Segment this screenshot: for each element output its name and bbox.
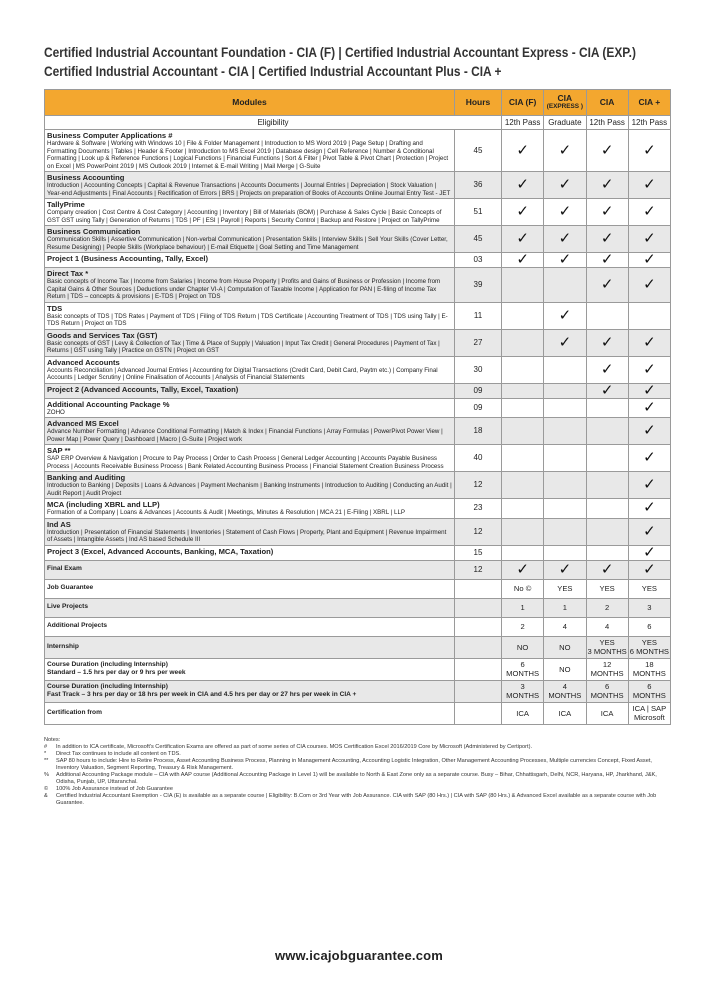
- check-icon: ✓: [643, 275, 656, 293]
- availability-cia-f: [502, 472, 544, 499]
- availability-cia: [586, 356, 628, 383]
- module-name: Ind AS: [47, 519, 71, 529]
- availability-cia: [586, 253, 628, 268]
- module-row: [45, 130, 671, 172]
- availability-cia-f: [502, 302, 544, 329]
- check-icon: ✓: [558, 203, 572, 220]
- availability-cia-express: [544, 130, 586, 172]
- module-name: TDS: [47, 303, 63, 313]
- availability-cia-f: [502, 253, 544, 268]
- summary-cia-express: NO: [544, 658, 586, 680]
- check-icon: ✓: [558, 176, 572, 193]
- check-icon: ✓: [516, 251, 529, 268]
- module-cell: [45, 199, 455, 226]
- header-hours: Hours: [455, 90, 502, 116]
- summary-row: [45, 636, 671, 658]
- availability-cia-express: [544, 329, 586, 356]
- summary-cia: 12 MONTHS: [586, 658, 628, 680]
- summary-sublabel: Standard – 1.5 hrs per day or 9 hrs per week: [47, 669, 186, 676]
- header-cia-plus: CIA +: [628, 90, 670, 116]
- eligibility-row: [45, 116, 671, 130]
- note-symbol: ©: [44, 785, 49, 792]
- module-cell: [45, 130, 455, 172]
- module-topics: Basic concepts of Income Tax | Income from Salaries | Income from House Property | Profits and Gains of Business or Profession | Income from Capital Gains & Other Sources | Deductions under Chapter VI-A | Computation of Taxable Income | Application for PAN | E-filing of Income Tax Return | TDS – concepts & provisions | E-TDS | Project on TDS: [47, 278, 441, 300]
- module-hours: 45: [455, 226, 502, 253]
- module-cell: [45, 253, 455, 268]
- availability-cia-express: [544, 226, 586, 253]
- note-item: [44, 786, 674, 793]
- module-hours: 36: [455, 172, 502, 199]
- module-hours: 51: [455, 199, 502, 226]
- module-topics: SAP ERP Overview & Navigation | Procure to Pay Process | Order to Cash Process | General Ledger Accounting | Accounts Payable Business Process | Accounts Receivable Business Process | Bank Related Accounting Business Process | Financial Statement Creation Business Process: [47, 455, 444, 470]
- availability-cia-express: [544, 418, 586, 445]
- module-name: SAP **: [47, 446, 71, 455]
- availability-cia: [586, 172, 628, 199]
- summary-cia-f: ✓: [502, 560, 544, 579]
- summary-cia-f: 3 MONTHS: [502, 680, 544, 702]
- summary-label-cell: [45, 579, 455, 598]
- module-row: [45, 226, 671, 253]
- availability-cia-f: [502, 356, 544, 383]
- check-icon: ✓: [643, 360, 656, 378]
- module-hours: 15: [455, 545, 502, 560]
- module-name: Business Computer Applications #: [47, 131, 173, 140]
- availability-cia-plus: [628, 226, 670, 253]
- check-icon: ✓: [516, 141, 529, 159]
- summary-label-cell: [45, 560, 455, 579]
- check-icon: ✓: [643, 398, 656, 416]
- module-topics: Introduction to Banking | Deposits | Loans & Advances | Payment Mechanism | Banking Instruments | Introduction to Auditing | Conducting an Audit | Audit Report | Audit Project: [47, 482, 452, 497]
- module-hours: 45: [455, 130, 502, 172]
- table-header-row: [45, 90, 671, 116]
- summary-cia-plus: ✓: [628, 560, 670, 579]
- availability-cia-f: [502, 545, 544, 560]
- check-icon: ✓: [643, 176, 656, 193]
- availability-cia-express: [544, 172, 586, 199]
- title-line-1: Certified Industrial Accountant Foundation - CIA (F) | Certified Industrial Accountant Express - CIA (EXP.): [44, 45, 636, 61]
- module-cell: [45, 418, 455, 445]
- summary-label: Additional Projects: [47, 622, 108, 630]
- module-row: [45, 356, 671, 383]
- module-hours: 30: [455, 356, 502, 383]
- summary-hours: [455, 617, 502, 636]
- availability-cia-plus: [628, 418, 670, 445]
- notes: [44, 737, 674, 807]
- check-icon: ✓: [600, 333, 614, 351]
- check-icon: ✓: [643, 449, 656, 466]
- note-text: 100% Job Assurance instead of Job Guarantee: [56, 785, 173, 792]
- summary-hours: 12: [455, 560, 502, 579]
- summary-cia: ICA: [586, 702, 628, 724]
- module-topics: ZOHO: [47, 408, 65, 416]
- module-cell: [45, 445, 455, 472]
- check-icon: ✓: [558, 251, 572, 268]
- summary-row: [45, 560, 671, 579]
- check-icon: ✓: [643, 476, 656, 493]
- summary-label: Course Duration (including Internship): [47, 682, 168, 690]
- note-symbol: &: [44, 792, 48, 799]
- availability-cia-plus: [628, 253, 670, 268]
- note-item: [44, 744, 674, 751]
- module-hours: 11: [455, 302, 502, 329]
- header-cia-express: [544, 90, 586, 116]
- module-row: [45, 398, 671, 418]
- summary-cia-f: ICA: [502, 702, 544, 724]
- module-cell: [45, 545, 455, 560]
- website-url[interactable]: www.icajobguarantee.com: [274, 948, 444, 963]
- check-icon: ✓: [558, 333, 572, 351]
- summary-label: Live Projects: [47, 603, 89, 611]
- module-hours: 39: [455, 268, 502, 303]
- summary-cia-express: ICA: [544, 702, 586, 724]
- module-topics: Company creation | Cost Centre & Cost Category | Accounting | Inventory | Bill of Materials (BOM) | Purchase & Sales Cycle | Basic Concepts of GST GST using Tally | Generation of Returns | TDS | PF | ESI | Payroll | Reports | Security Control | Backup and Restore | Project on TallyPrime: [47, 209, 442, 224]
- module-name: MCA (including XBRL and LLP): [47, 500, 160, 509]
- check-icon: ✓: [643, 230, 656, 247]
- summary-cia: YES 3 MONTHS: [587, 638, 627, 656]
- header-modules: Modules: [45, 90, 455, 116]
- summary-cia: 4: [586, 617, 628, 636]
- check-icon: ✓: [600, 360, 614, 378]
- summary-cia-express: 4 MONTHS: [544, 680, 586, 702]
- availability-cia-express: [544, 199, 586, 226]
- module-hours: 23: [455, 499, 502, 519]
- header-cia-express-label: CIA: [557, 93, 573, 104]
- summary-cia: ✓: [586, 560, 628, 579]
- module-row: [45, 518, 671, 545]
- module-name: TallyPrime: [47, 200, 85, 209]
- availability-cia-plus: [628, 518, 670, 545]
- summary-row: [45, 598, 671, 617]
- check-icon: ✓: [558, 230, 572, 247]
- availability-cia: [586, 499, 628, 519]
- check-icon: ✓: [600, 381, 614, 399]
- availability-cia: [586, 199, 628, 226]
- module-cell: [45, 472, 455, 499]
- note-symbol: #: [44, 743, 48, 750]
- header-cia-f: CIA (F): [502, 90, 544, 116]
- summary-cia-f: NO: [502, 636, 544, 658]
- module-cell: [45, 499, 455, 519]
- summary-cia-plus: 18 MONTHS: [628, 658, 670, 680]
- summary-label: Course Duration (including Internship): [47, 660, 168, 668]
- title-line-2: Certified Industrial Accountant - CIA | Certified Industrial Accountant Plus - CIA +: [44, 64, 502, 80]
- module-hours: 12: [455, 472, 502, 499]
- availability-cia-express: [544, 518, 586, 545]
- note-symbol: **: [44, 757, 49, 764]
- summary-hours: [455, 598, 502, 617]
- module-cell: [45, 172, 455, 199]
- module-topics: Communication Skills | Assertive Communication | Non-verbal Communication | Presentation Skills | Interview Skills | Sell Your Skills (Cover Letter, Resume Designing) | People Skills (Workplace behaviour) | E-mail Etiquette | Goal Setting and Time Management: [47, 236, 448, 251]
- availability-cia: [586, 418, 628, 445]
- availability-cia-plus: [628, 199, 670, 226]
- availability-cia-f: [502, 268, 544, 303]
- module-row: [45, 383, 671, 398]
- note-symbol: %: [44, 771, 49, 778]
- note-item: [44, 751, 674, 758]
- module-hours: 09: [455, 383, 502, 398]
- availability-cia-f: [502, 199, 544, 226]
- module-topics: Hardware & Software | Working with Windows 10 | File & Folder Management | Introduction to MS Word 2019 | Page Setup | Drafting and Formatting Documents | Tables | Header & Footer | Introduction to MS Excel 2019 | Database design | Cell Reference | Number & Conditional Formatting | Look up & Reference Functions | Logical Functions | Financial Functions | Sort & Filter | Pivot Table & Pivot Chart | Protection | Project on Excel | MS PowerPoint 2019 | MS Outlook 2019 | Internet & E-mail Writing | Mail Merge | G-Suite: [47, 140, 449, 170]
- availability-cia-f: [502, 418, 544, 445]
- module-hours: 12: [455, 518, 502, 545]
- summary-cia: 2: [586, 598, 628, 617]
- check-icon: ✓: [558, 306, 572, 324]
- summary-cia-plus: YES 6 MONTHS: [629, 638, 669, 656]
- note-item: [44, 793, 674, 807]
- check-icon: ✓: [600, 275, 614, 293]
- summary-cia-plus: 6 MONTHS: [628, 680, 670, 702]
- availability-cia-plus: [628, 445, 670, 472]
- summary-cia-f: 6 MONTHS: [502, 658, 544, 680]
- availability-cia-plus: [628, 268, 670, 303]
- module-name: Advanced Accounts: [47, 357, 120, 367]
- summary-hours: [455, 636, 502, 658]
- check-icon: ✓: [643, 499, 656, 517]
- module-cell: [45, 383, 455, 398]
- summary-label: Final Exam: [47, 565, 82, 573]
- module-row: [45, 418, 671, 445]
- check-icon: ✓: [643, 543, 656, 561]
- summary-cia-plus: ICA | SAP Microsoft: [628, 702, 670, 724]
- availability-cia-plus: [628, 398, 670, 418]
- summary-cia-express: 1: [544, 598, 586, 617]
- check-icon: ✓: [643, 203, 656, 220]
- summary-label-cell: [45, 617, 455, 636]
- summary-cia-express: ✓: [544, 560, 586, 579]
- availability-cia-f: [502, 398, 544, 418]
- module-cell: [45, 302, 455, 329]
- eligibility-label: Eligibility: [45, 116, 502, 130]
- availability-cia: [586, 130, 628, 172]
- module-name: Goods and Services Tax (GST): [47, 330, 158, 340]
- module-name: Direct Tax *: [47, 269, 89, 278]
- check-icon: ✓: [600, 230, 614, 247]
- check-icon: ✓: [643, 422, 656, 439]
- availability-cia-f: [502, 226, 544, 253]
- check-icon: ✓: [643, 333, 656, 351]
- availability-cia-f: [502, 172, 544, 199]
- summary-hours: [455, 579, 502, 598]
- summary-label: Internship: [47, 642, 79, 650]
- module-hours: 40: [455, 445, 502, 472]
- page-title: [44, 44, 674, 82]
- summary-hours: [455, 702, 502, 724]
- availability-cia-f: [502, 130, 544, 172]
- summary-label: Certification from: [47, 708, 102, 716]
- notes-heading: Notes:: [44, 736, 61, 743]
- availability-cia-express: [544, 356, 586, 383]
- availability-cia-plus: [628, 545, 670, 560]
- module-topics: Basic concepts of GST | Levy & Collection of Tax | Time & Place of Supply | Valuation | Input Tax Credit | General Procedures | Payment of Tax | Returns | GST using Tally | Practice on GSTN | Project on GST: [47, 339, 440, 354]
- availability-cia: [586, 302, 628, 329]
- availability-cia-plus: [628, 130, 670, 172]
- availability-cia-plus: [628, 356, 670, 383]
- eligibility-cia-f: 12th Pass: [502, 116, 544, 130]
- summary-cia-express: NO: [544, 636, 586, 658]
- availability-cia-express: [544, 383, 586, 398]
- availability-cia-f: [502, 445, 544, 472]
- module-cell: [45, 356, 455, 383]
- course-comparison-table: [44, 89, 671, 725]
- module-hours: 03: [455, 253, 502, 268]
- module-cell: [45, 398, 455, 418]
- check-icon: ✓: [643, 251, 656, 268]
- check-icon: ✓: [600, 251, 614, 268]
- check-icon: ✓: [600, 203, 614, 220]
- availability-cia: [586, 518, 628, 545]
- availability-cia: [586, 398, 628, 418]
- availability-cia-express: [544, 499, 586, 519]
- summary-cia-f: No ©: [502, 579, 544, 598]
- module-cell: [45, 226, 455, 253]
- summary-cia-f: 1: [502, 598, 544, 617]
- availability-cia-plus: [628, 172, 670, 199]
- module-row: [45, 268, 671, 303]
- summary-hours: [455, 658, 502, 680]
- module-cell: [45, 518, 455, 545]
- summary-cia: YES: [586, 579, 628, 598]
- availability-cia-express: [544, 545, 586, 560]
- availability-cia-f: [502, 499, 544, 519]
- summary-label: Job Guarantee: [47, 584, 94, 592]
- availability-cia: [586, 445, 628, 472]
- summary-label-cell: [45, 680, 455, 702]
- check-icon: ✓: [643, 141, 656, 159]
- module-row: [45, 253, 671, 268]
- summary-cia-plus: YES: [628, 579, 670, 598]
- availability-cia-express: [544, 268, 586, 303]
- module-row: [45, 302, 671, 329]
- summary-cia-plus: 6: [628, 617, 670, 636]
- module-topics: Basic concepts of TDS | TDS Rates | Payment of TDS | Filing of TDS Return | TDS Certificate | Accounting Treatment of TDS | TDS using Tally | E-TDS Return | Project on TDS: [47, 312, 448, 327]
- availability-cia-plus: [628, 383, 670, 398]
- availability-cia-plus: [628, 329, 670, 356]
- module-row: [45, 199, 671, 226]
- availability-cia-express: [544, 445, 586, 472]
- module-row: [45, 445, 671, 472]
- summary-cia: 6 MONTHS: [586, 680, 628, 702]
- module-hours: 18: [455, 418, 502, 445]
- availability-cia-plus: [628, 302, 670, 329]
- availability-cia-express: [544, 472, 586, 499]
- note-item: [44, 758, 674, 772]
- check-icon: ✓: [600, 176, 614, 193]
- note-text: In addition to ICA certificate, Microsoft's Certification Exams are offered as part of some series of CIA courses. MOS Certification Excel 2016/2019 Core by Microsoft (Administered by Certiport).: [56, 743, 533, 750]
- summary-label-cell: [45, 702, 455, 724]
- module-cell: [45, 268, 455, 303]
- summary-hours: [455, 680, 502, 702]
- summary-label-cell: [45, 658, 455, 680]
- module-hours: 09: [455, 398, 502, 418]
- availability-cia-express: [544, 253, 586, 268]
- availability-cia-express: [544, 398, 586, 418]
- module-cell: [45, 329, 455, 356]
- availability-cia: [586, 226, 628, 253]
- availability-cia-f: [502, 518, 544, 545]
- summary-row: [45, 702, 671, 724]
- availability-cia-f: [502, 329, 544, 356]
- note-text: Additional Accounting Package module – CIA with AAP course (Additional Accounting Package in Level 1) will be available to North & East Zone only as a separate course. Busy – Bihar, Chhattisgarh, Delhi, NCR, Haryana, HP, Jharkhand, J&K, Odisha, Punjab, UP, Uttaranchal.: [56, 771, 657, 785]
- note-text: SAP 80 hours to include: Hire to Retire Process, Asset Accounting Business Process, Planning in Management Accounting, Accounting Logistic Integration, Other Management Accounting Processes, Multiple currencies Concept, Fixed Asset, Inventory Valuation, Segment Reporting, Treasury & Risk Management.: [56, 757, 652, 771]
- module-name: Project 3 (Excel, Advanced Accounts, Banking, MCA, Taxation): [47, 546, 274, 556]
- module-name: Project 2 (Advanced Accounts, Tally, Excel, Taxation): [47, 384, 239, 394]
- summary-cia-f: 2: [502, 617, 544, 636]
- availability-cia: [586, 383, 628, 398]
- note-text: Certified Industrial Accountant Exemption - CIA (E) is available as a separate course | Eligibility: B.Com or 3rd Year with Job Assurance. CIA with SAP (80 Hrs.) | CIA with SAP (80 Hrs.) & Advanced Excel available as a separate course with Job Guarantee.: [56, 792, 657, 806]
- module-topics: Advance Number Formatting | Advance Conditional Formatting | Match & Index | Financial Functions | Array Formulas | PowerPivot Power View | Power Map | Power Query | Dashboard | Macro | G-Suite | Project work: [47, 428, 443, 443]
- summary-label-cell: [45, 636, 455, 658]
- summary-cia-plus: 3: [628, 598, 670, 617]
- summary-sublabel: Fast Track – 3 hrs per day or 18 hrs per week in CIA and 4.5 hrs per day or 27 hrs per week in CIA +: [47, 691, 357, 698]
- module-name: Advanced MS Excel: [47, 419, 119, 428]
- note-symbol: *: [44, 750, 47, 757]
- summary-cia-express: 4: [544, 617, 586, 636]
- summary-row: [45, 617, 671, 636]
- check-icon: ✓: [600, 141, 614, 159]
- module-topics: Introduction | Presentation of Financial Statements | Inventories | Statement of Cash Flows | Property, Plant and Equipment | Revenue Impairment of Assets | Intangible Assets | Ind AS based Schedule III: [47, 528, 447, 543]
- eligibility-cia-express: Graduate: [544, 116, 586, 130]
- check-icon: ✓: [643, 522, 656, 540]
- header-cia: CIA: [586, 90, 628, 116]
- module-name: Project 1 (Business Accounting, Tally, Excel): [47, 254, 209, 263]
- check-icon: ✓: [516, 176, 529, 193]
- module-topics: Accounts Reconciliation | Advanced Journal Entries | Accounting for Digital Transactions (Credit Card, Debit Card, Paytm etc.) | Company Final Accounts | Ledger Scrutiny | Online Finalisation of Accounts | Analysis of Financial Statements: [47, 366, 438, 381]
- module-topics: Introduction | Accounting Concepts | Capital & Revenue Transactions | Accounts Documents | Journal Entries | Depreciation | Stock Valuation | Year-end Adjustments | Final Accounts | Rectification of Errors | BRS | Projects on preparation of Books of Accounts Online Journal Entry Test - JET: [47, 182, 451, 197]
- summary-cia-express: YES: [544, 579, 586, 598]
- check-icon: ✓: [558, 141, 572, 159]
- availability-cia-plus: [628, 499, 670, 519]
- availability-cia: [586, 472, 628, 499]
- module-hours: 27: [455, 329, 502, 356]
- module-name: Business Communication: [47, 227, 141, 236]
- module-row: [45, 499, 671, 519]
- module-name: Business Accounting: [47, 173, 125, 182]
- eligibility-cia-plus: 12th Pass: [628, 116, 670, 130]
- module-name: Banking and Auditing: [47, 473, 126, 482]
- summary-row: [45, 680, 671, 702]
- note-text: Direct Tax continues to include all content on TDS.: [56, 750, 181, 757]
- module-name: Additional Accounting Package %: [47, 399, 170, 409]
- check-icon: ✓: [516, 230, 529, 247]
- module-topics: Formation of a Company | Loans & Advances | Accounts & Audit | Meetings, Minutes & Resolution | MCA 21 | E-Filing | XBRL | LLP: [47, 509, 406, 516]
- note-item: [44, 772, 674, 786]
- module-row: [45, 545, 671, 560]
- availability-cia-f: [502, 383, 544, 398]
- availability-cia: [586, 329, 628, 356]
- module-row: [45, 172, 671, 199]
- availability-cia-plus: [628, 472, 670, 499]
- summary-label-cell: [45, 598, 455, 617]
- summary-row: [45, 658, 671, 680]
- module-row: [45, 329, 671, 356]
- header-cia-express-sub: (EXPRESS ): [546, 102, 583, 110]
- notes-list: [44, 744, 674, 807]
- eligibility-cia: 12th Pass: [586, 116, 628, 130]
- availability-cia-express: [544, 302, 586, 329]
- availability-cia: [586, 545, 628, 560]
- module-row: [45, 472, 671, 499]
- check-icon: ✓: [643, 381, 656, 399]
- check-icon: ✓: [516, 203, 529, 220]
- availability-cia: [586, 268, 628, 303]
- summary-row: [45, 579, 671, 598]
